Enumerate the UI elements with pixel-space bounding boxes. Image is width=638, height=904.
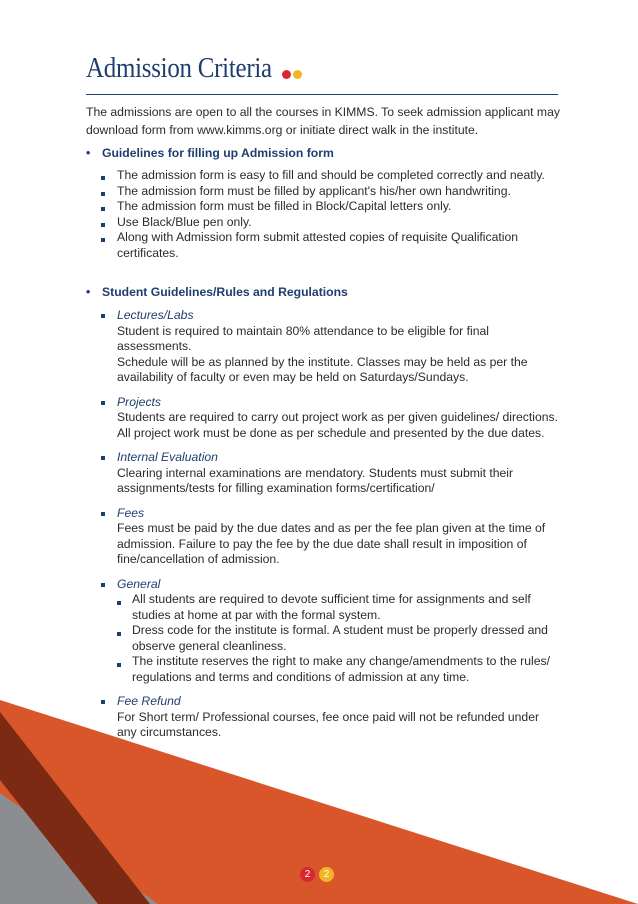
rule-text: Fees must be paid by the due dates and as per the fee plan given at the time of admission. Failure to pay the fee by the due date shall result in imposition of fine/cancellation of admission. [117, 521, 546, 566]
square-bullet-icon [101, 176, 105, 180]
red-dot-icon [282, 70, 291, 79]
list-item: Along with Admission form submit attested copies of requisite Qualification certificates. [100, 230, 560, 261]
square-bullet-icon [101, 456, 105, 460]
admission-guidelines-list [100, 168, 560, 261]
list-item: Use Black/Blue pen only. [100, 215, 560, 231]
section-heading-admission-form [86, 146, 334, 160]
rule-text: Students are required to carry out project work as per given guidelines/ directions. All project work must be done as per schedule and presented by the due dates. [117, 410, 559, 440]
square-bullet-icon [101, 223, 105, 227]
square-bullet-icon [101, 192, 105, 196]
square-bullet-icon [117, 601, 121, 605]
rule-text: For Short term/ Professional courses, fee once paid will not be refunded under any circumstances. [117, 709, 540, 739]
rule-general [100, 577, 560, 686]
square-bullet-icon [101, 512, 105, 516]
rule-lectures [100, 308, 560, 386]
rule-title: Projects [117, 394, 162, 409]
section-heading-rules [86, 285, 348, 299]
square-bullet-icon [101, 700, 105, 704]
list-item: The admission form must be filled in Block/Capital letters only. [100, 199, 560, 215]
list-item: All students are required to devote sufficient time for assignments and self studies at home at par with the formal system. [117, 592, 560, 623]
page-title: Admission Criteria [86, 52, 272, 84]
rule-title: Fees [117, 505, 145, 520]
general-rules-list [117, 592, 560, 685]
rule-text: Schedule will be as planned by the institute. Classes may be held as per the availability of faculty or even may be held on Saturdays/Sundays. [117, 354, 528, 384]
list-item: Dress code for the institute is formal. A student must be properly dressed and observe general cleanliness. [117, 623, 560, 654]
square-bullet-icon [101, 314, 105, 318]
rules-list [100, 308, 560, 750]
rule-title: Internal Evaluation [117, 450, 218, 464]
page-number-left: 2 [300, 867, 315, 882]
yellow-dot-icon [293, 70, 302, 79]
rule-title: Fee Refund [117, 694, 181, 708]
rule-fees [100, 506, 560, 568]
list-item: The admission form must be filled by applicant's his/her own handwriting. [100, 184, 560, 200]
rule-text: Student is required to maintain 80% attendance to be eligible for final assessments. [117, 323, 489, 353]
title-divider [86, 94, 558, 95]
square-bullet-icon [101, 583, 105, 587]
bullet-icon: • [86, 285, 91, 299]
square-bullet-icon [101, 238, 105, 242]
square-bullet-icon [117, 632, 121, 636]
bullet-icon: • [86, 146, 91, 160]
square-bullet-icon [117, 663, 121, 667]
list-item: The institute reserves the right to make any change/amendments to the rules/ regulations and terms and conditions of admission at any time. [117, 654, 560, 685]
section-heading-text: Guidelines for filling up Admission form [102, 146, 334, 160]
section-heading-text: Student Guidelines/Rules and Regulations [102, 285, 348, 299]
page-number-right: 2 [319, 867, 334, 882]
intro-paragraph: The admissions are open to all the courses in KIMMS. To seek admission applicant may download form from www.kimms.org or initiate direct walk in the institute. [86, 105, 560, 137]
square-bullet-icon [101, 401, 105, 405]
rule-title: General [117, 576, 161, 591]
rule-title: Lectures/Labs [117, 308, 194, 322]
rule-text: Clearing internal examinations are mendatory. Students must submit their assignments/tests for filling examination forms/certification/ [117, 465, 514, 495]
square-bullet-icon [101, 207, 105, 211]
rule-internal-evaluation [100, 450, 560, 497]
rule-projects [100, 395, 560, 442]
rule-fee-refund [100, 694, 560, 741]
list-item: The admission form is easy to fill and should be completed correctly and neatly. [100, 168, 560, 184]
